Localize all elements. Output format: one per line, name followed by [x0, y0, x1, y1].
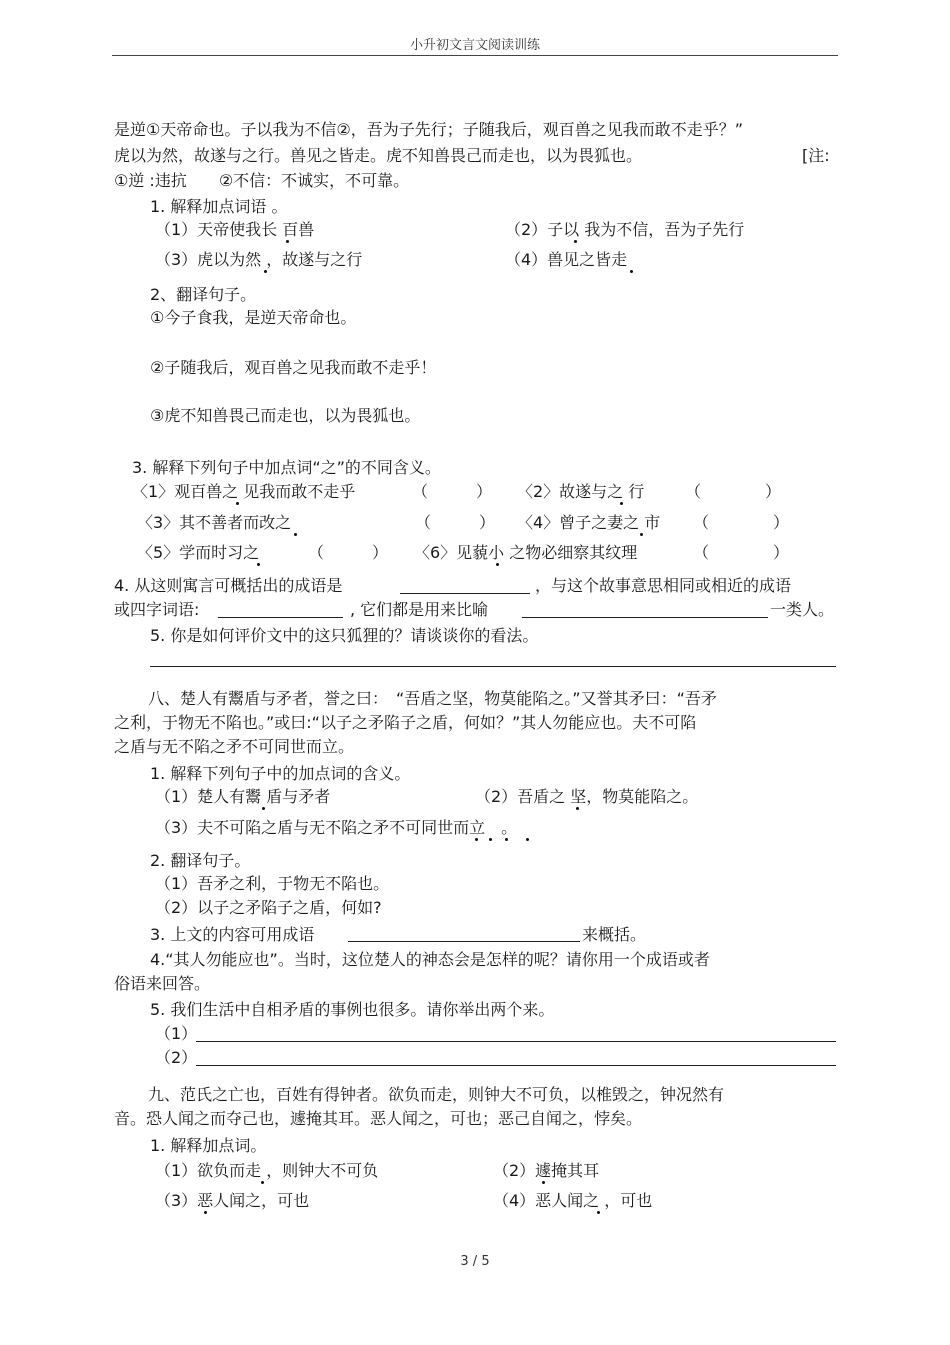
q9-1-item-2: （2）遽掩其耳: [493, 1161, 600, 1180]
q7-3-item-2-paren: （ ）: [685, 482, 782, 501]
q7-4-text-e: 一类人。: [770, 600, 835, 619]
emphasis-dot: [620, 502, 623, 505]
q7-4-blank-type[interactable]: [522, 617, 768, 618]
q7-1-item-4: （4）兽见之皆走: [505, 250, 628, 269]
q7-3-item-6-paren: （ ）: [693, 543, 790, 562]
q8-1-title: 1. 解释下列句子中的加点词的含义。: [150, 764, 411, 783]
q8-1-item-1: （1）楚人有鬻 盾与矛者: [155, 787, 331, 806]
q7-3-item-3-paren: （ ）: [415, 513, 496, 532]
q7-1-title: 1. 解释加点词语 。: [150, 197, 288, 216]
q8-5-item-1-label: （1）: [155, 1024, 198, 1043]
q8-5-answer-line-2[interactable]: [196, 1065, 836, 1066]
emphasis-dot: [489, 838, 492, 841]
q8-3-blank[interactable]: [348, 941, 580, 942]
q8-4-text-a: 4.“其人勿能应也”。当时，这位楚人的神态会是怎样的呢？请你用一个成语或者: [150, 950, 710, 969]
emphasis-dot: [542, 1181, 545, 1184]
emphasis-dot: [640, 533, 643, 536]
q8-5-item-2-label: （2）: [155, 1048, 198, 1067]
q8-3-text-b: 来概括。: [582, 925, 647, 944]
passage-7-line-1: 是逆①天帝命也。子以我为不信②，吾为子先行；子随我后，观百兽之见我而敢不走乎？”: [114, 120, 743, 139]
q7-2-item-3: ③虎不知兽畏己而走也，以为畏狐也。: [150, 406, 421, 425]
q7-4-text-d: , 它们都是用来比喻: [350, 600, 489, 619]
passage-9-line-1: 九、范氏之亡也，百姓有得钟者。欲负而走，则钟大不可负，以椎毁之，钟况然有: [148, 1085, 725, 1104]
emphasis-dot: [597, 1211, 600, 1214]
q8-5-answer-line-1[interactable]: [196, 1041, 836, 1042]
emphasis-dot: [576, 807, 579, 810]
q7-5-text: 5. 你是如何评价文中的这只狐狸的？请谈谈你的看法。: [150, 626, 539, 645]
passage-8-line-1: 八、楚人有鬻盾与矛者，誉之曰： “吾盾之坚，物莫能陷之。”又誉其矛曰：“吾矛: [148, 689, 717, 708]
q7-2-title: 2、翻译句子。: [150, 285, 257, 304]
q7-4-blank-idiom[interactable]: [400, 593, 530, 594]
q9-1-title: 1. 解释加点词。: [150, 1136, 267, 1155]
q7-4-text-c: 或四字词语:: [114, 600, 200, 619]
emphasis-dot: [236, 502, 239, 505]
emphasis-dot: [475, 838, 478, 841]
header-rule: [112, 55, 838, 56]
q7-4-text-a: 4. 从这则寓言可概括出的成语是: [114, 576, 343, 595]
q8-2-title: 2. 翻译句子。: [150, 851, 251, 870]
q8-4-text-b: 俗语来回答。: [114, 974, 211, 993]
emphasis-dot: [286, 240, 289, 243]
emphasis-dot: [496, 563, 499, 566]
emphasis-dot: [630, 270, 633, 273]
q7-2-item-1: ①今子食我，是逆天帝命也。: [150, 308, 357, 327]
q7-3-item-2: 〈2〉故遂与之 行: [517, 482, 645, 501]
q7-3-item-3: 〈3〉其不善者而改之: [137, 513, 292, 532]
q7-1-item-3: （3）虎以为然 ，故遂与之行: [155, 250, 363, 269]
q7-3-item-1-paren: （ ）: [412, 482, 493, 501]
q8-3-text-a: 3. 上文的内容可用成语: [150, 925, 315, 944]
passage-7-notes: ①逆 :违抗 ②不信：不诚实，不可靠。: [114, 171, 410, 190]
q7-3-item-6: 〈6〉见藐小 之物必细察其纹理: [414, 543, 638, 562]
q7-2-item-2: ②子随我后，观百兽之见我而敢不走乎！: [150, 358, 437, 377]
q9-1-item-3: （3）恶人闻之，可也: [155, 1191, 310, 1210]
note-label: [注:: [802, 146, 830, 165]
q9-1-item-4: （4）恶人闻之 ，可也: [493, 1191, 653, 1210]
emphasis-dot: [261, 1181, 264, 1184]
emphasis-dot: [505, 838, 508, 841]
q7-4-blank-phrase[interactable]: [218, 617, 343, 618]
emphasis-dot: [526, 838, 529, 841]
q7-3-item-4-paren: （ ）: [693, 513, 790, 532]
emphasis-dot: [204, 1211, 207, 1214]
passage-9-line-2: 音。恐人闻之而夺己也，遽掩其耳。恶人闻之，可也；恶己自闻之，悖矣。: [114, 1109, 643, 1128]
page-number: 3 / 5: [460, 1254, 490, 1269]
q8-2-item-1: （1）吾矛之利，于物无不陷也。: [155, 874, 390, 893]
q7-3-title: 3. 解释下列句子中加点词“之”的不同含义。: [132, 458, 441, 477]
emphasis-dot: [262, 807, 265, 810]
q7-3-item-1: 〈1〉观百兽之 见我而敢不走乎: [132, 482, 356, 501]
q7-3-item-5-paren: （ ）: [308, 543, 389, 562]
q8-1-item-2: （2）吾盾之 坚，物莫能陷之。: [475, 787, 699, 806]
q7-4-text-b: ，与这个故事意思相同或相近的成语: [535, 576, 792, 595]
q7-1-item-2: （2）子以 我为不信，吾为子先行: [505, 220, 745, 239]
emphasis-dot: [574, 240, 577, 243]
emphasis-dot: [257, 563, 260, 566]
q8-1-item-3: （3）夫不可陷之盾与无不陷之矛不可同世而立 。: [155, 818, 518, 837]
passage-8-line-3: 之盾与无不陷之矛不可同世而立。: [114, 737, 355, 756]
page-header: 小升初文言文阅读训练: [409, 38, 540, 53]
q7-5-answer-line[interactable]: [150, 666, 836, 667]
q7-1-item-1: （1）天帝使我长 百兽: [155, 220, 315, 239]
q7-3-item-4: 〈4〉曾子之妻之 市: [517, 513, 661, 532]
passage-7-line-2: 虎以为然，故遂与之行。兽见之皆走。虎不知兽畏己而走也，以为畏狐也。: [114, 146, 643, 165]
q8-2-item-2: （2）以子之矛陷子之盾，何如?: [155, 898, 382, 917]
emphasis-dot: [294, 533, 297, 536]
q8-5-text: 5. 我们生活中自相矛盾的事例也很多。请你举出两个来。: [150, 1000, 555, 1019]
q9-1-item-1: （1）欲负而走 ，则钟大不可负: [155, 1161, 379, 1180]
passage-8-line-2: 之利，于物无不陷也。”或曰:“以子之矛陷子之盾，何如？”其人勿能应也。夫不可陷: [114, 713, 697, 732]
emphasis-dot: [264, 270, 267, 273]
q7-3-item-5: 〈5〉学而时习之: [137, 543, 260, 562]
